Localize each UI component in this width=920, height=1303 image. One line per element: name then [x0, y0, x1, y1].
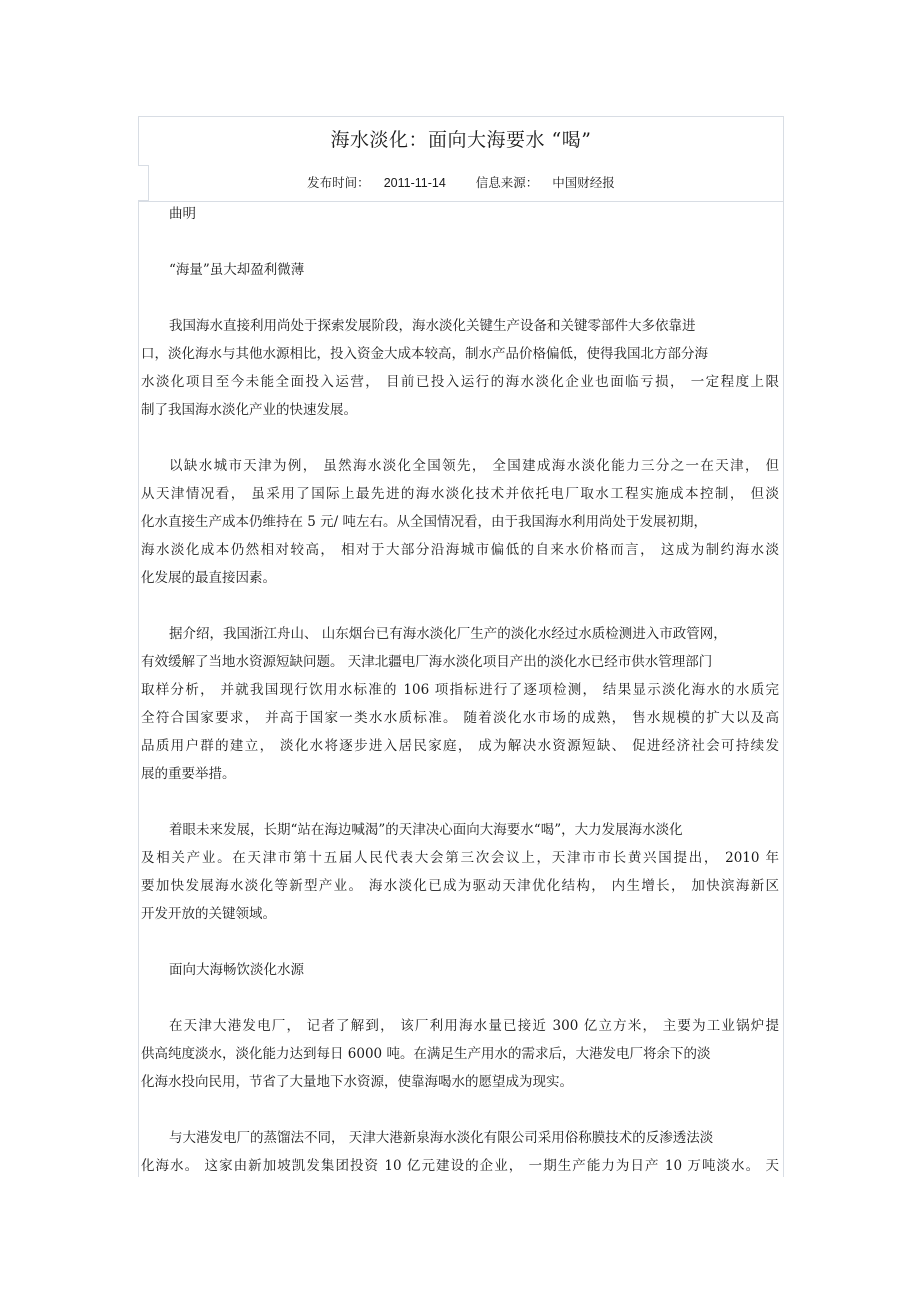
paragraph-line: 化海水。 这家由新加坡凯发集团投资 10 亿元建设的企业， 一期生产能力为日产 10 万吨淡水。 天 [141, 1158, 779, 1174]
paragraph-line: 供高纯度淡水，淡化能力达到每日 6000 吨。在满足生产用水的需求后，大港发电厂将余下的淡 [141, 1046, 711, 1062]
paragraph-line: 在天津大港发电厂， 记者了解到， 该厂利用海水量已接近 300 亿立方米， 主要为工业锅炉提 [169, 1018, 779, 1034]
article-title: 海水淡化：面向大海要水 “喝” [330, 129, 592, 151]
article-header [139, 117, 783, 202]
paragraph-line: 化发展的最直接因素。 [141, 570, 276, 586]
paragraph-line: 要加快发展海水淡化等新型产业。 海水淡化已成为驱动天津优化结构， 内生增长， 加快滨海新区 [141, 878, 779, 894]
paragraph-line: 有效缓解了当地水资源短缺问题。 天津北疆电厂海水淡化项目产出的淡化水已经市供水管理部门 [141, 654, 713, 670]
paragraph-line: 从天津情况看， 虽采用了国际上最先进的海水淡化技术并依托电厂取水工程实施成本控制， 但淡 [141, 486, 779, 502]
paragraph-line: 品质用户群的建立， 淡化水将逐步进入居民家庭， 成为解决水资源短缺、 促进经济社会可持续发 [141, 738, 779, 754]
article-page [138, 116, 784, 1177]
paragraph-line: 与大港发电厂的蒸馏法不同， 天津大港新泉海水淡化有限公司采用俗称膜技术的反渗透法淡 [169, 1130, 714, 1146]
paragraph-line: 口，淡化海水与其他水源相比，投入资金大成本较高，制水产品价格偏低，使得我国北方部分海 [141, 346, 708, 362]
paragraph-line: 展的重要举措。 [141, 766, 236, 782]
source-label: 信息来源： [475, 176, 539, 190]
paragraph-line: 着眼未来发展，长期“站在海边喊渴”的天津决心面向大海要水“喝”，大力发展海水淡化 [169, 822, 683, 838]
paragraph-line: 及相关产业。在天津市第十五届人民代表大会第三次会议上，天津市市长黄兴国提出， 2010 年 [141, 850, 779, 866]
paragraph-line: 以缺水城市天津为例， 虽然海水淡化全国领先， 全国建成海水淡化能力三分之一在天津， 但 [169, 458, 779, 474]
paragraph-line: 据介绍，我国浙江舟山、 山东烟台已有海水淡化厂生产的淡化水经过水质检测进入市政管网， [169, 626, 727, 642]
paragraph-line: 海水淡化成本仍然相对较高， 相对于大部分沿海城市偏低的自来水价格而言， 这成为制约海水淡 [141, 542, 779, 558]
paragraph-line: 面向大海畅饮淡化水源 [169, 962, 304, 978]
paragraph-line: “海量”虽大却盈利微薄 [169, 262, 305, 278]
paragraph-line: 全符合国家要求， 并高于国家一类水水质标准。 随着淡化水市场的成熟， 售水规模的扩大以及高 [141, 710, 779, 726]
paragraph-line: 制了我国海水淡化产业的快速发展。 [141, 402, 357, 418]
publish-time-label: 发布时间： [307, 176, 370, 190]
paragraph-line: 曲明 [169, 206, 196, 222]
paragraph-line: 开发开放的关键领域。 [141, 906, 276, 922]
paragraph-line: 我国海水直接利用尚处于探索发展阶段，海水淡化关键生产设备和关键零部件大多依靠进 [169, 318, 696, 334]
source-name: 中国财经报 [552, 176, 615, 190]
paragraph-line: 化水直接生产成本仍维持在 5 元/ 吨左右。从全国情况看，由于我国海水利用尚处于发展初期， [141, 514, 708, 530]
publish-date: 2011-11-14 [383, 176, 446, 190]
paragraph-line: 水淡化项目至今未能全面投入运营， 目前已投入运行的海水淡化企业也面临亏损， 一定程度上限 [141, 374, 779, 390]
paragraph-line: 取样分析， 并就我国现行饮用水标准的 106 项指标进行了逐项检测， 结果显示淡化海水的水质完 [141, 682, 779, 698]
paragraph-line: 化海水投向民用，节省了大量地下水资源，使靠海喝水的愿望成为现实。 [141, 1074, 573, 1090]
article-meta [139, 173, 783, 191]
